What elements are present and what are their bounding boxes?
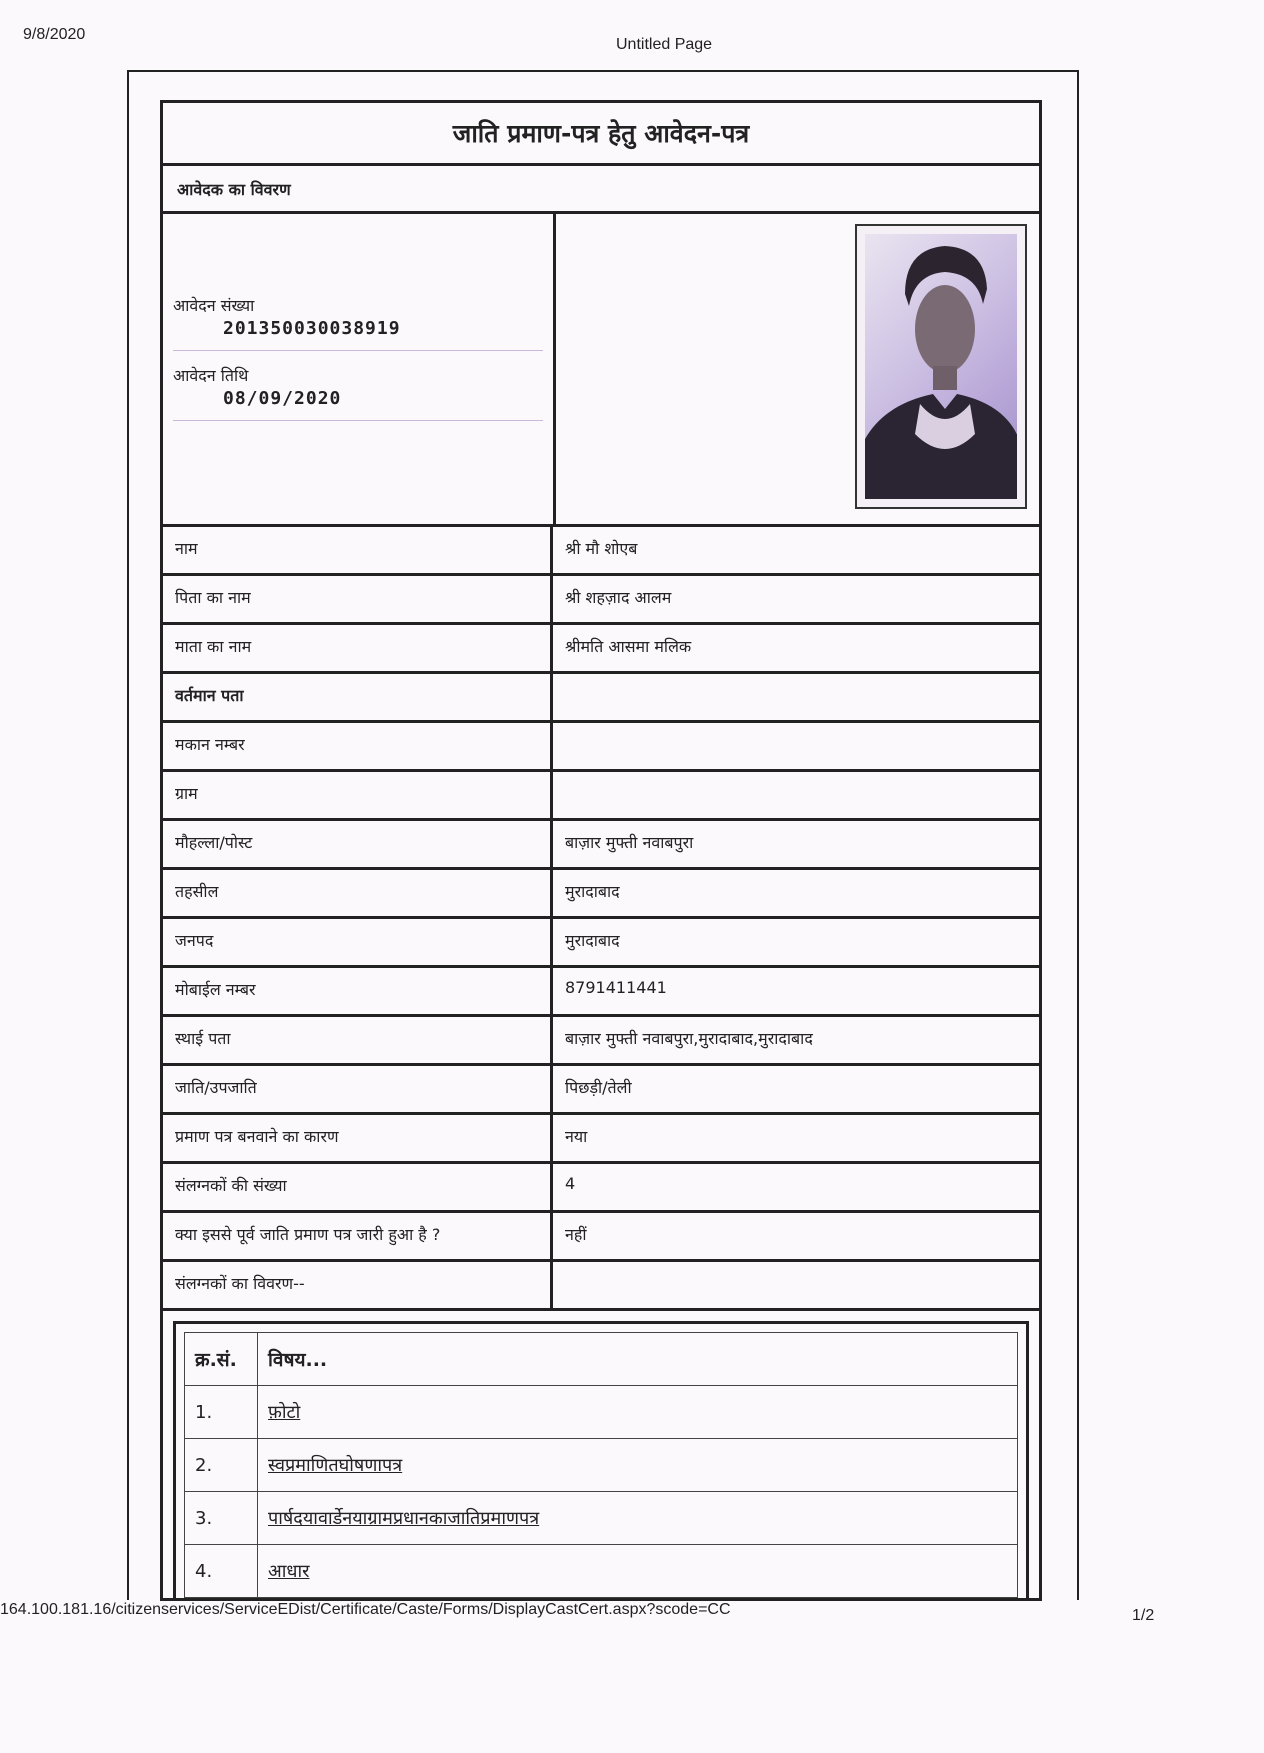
field-value: मुरादाबाद [565,882,620,901]
form-row [163,1115,1039,1164]
field-value: मुरादाबाद [565,931,620,950]
field-value: 8791411441 [565,978,667,997]
field-label: तहसील [163,870,553,916]
form-row [163,527,1039,576]
attachments-section [173,1321,1029,1598]
application-date-label: आवेदन तिथि [173,366,249,385]
application-meta [163,214,556,524]
print-date: 9/8/2020 [23,26,86,43]
field-value: श्रीमति आसमा मलिक [565,637,692,656]
field-value: बाज़ार मुफ्ती नवाबपुरा,मुरादाबाद,मुरादाबाद [565,1029,813,1048]
table-row [185,1386,1018,1439]
form-title: जाति प्रमाण-पत्र हेतु आवेदन-पत्र [163,103,1039,166]
field-value [553,772,1039,818]
attachment-number: 4. [185,1545,258,1598]
print-page-number: 1/2 [1132,1607,1155,1624]
form-row [163,1066,1039,1115]
field-label: प्रमाण पत्र बनवाने का कारण [163,1115,553,1161]
field-value: 4 [565,1174,576,1193]
field-value [553,674,1039,720]
field-value: पिछड़ी/तेली [565,1078,632,1097]
field-value: श्री मौ शोएब [565,539,638,558]
table-row [185,1439,1018,1492]
print-url: 164.100.181.16/citizenservices/ServiceEDist/Certificate/Caste/Forms/DisplayCastCert.aspx?scode=CC [0,1601,731,1618]
table-row [185,1545,1018,1598]
field-label: माता का नाम [163,625,553,671]
field-label: मोबाईल नम्बर [163,968,553,1014]
form-row [163,723,1039,772]
section-heading: आवेदक का विवरण [163,166,1039,214]
field-value: नया [565,1127,588,1146]
form-row [163,1262,1039,1311]
table-row [185,1492,1018,1545]
divider [173,350,543,351]
field-label: क्या इससे पूर्व जाति प्रमाण पत्र जारी हुआ है ? [163,1213,553,1259]
form-row [163,625,1039,674]
attachments-table [184,1332,1018,1598]
attachment-number: 1. [185,1386,258,1439]
applicant-photo-frame [855,224,1027,509]
form-row [163,576,1039,625]
field-label: जाति/उपजाति [163,1066,553,1112]
attachment-subject-cell [258,1492,1018,1545]
form-row [163,968,1039,1017]
application-date-value: 08/09/2020 [223,388,342,409]
field-value [553,1262,1039,1308]
application-no-label: आवेदन संख्या [173,296,255,315]
field-label: ग्राम [163,772,553,818]
field-label: मकान नम्बर [163,723,553,769]
field-value: बाज़ार मुफ्ती नवाबपुरा [565,833,694,852]
attachment-link[interactable]: आधार [268,1561,310,1582]
field-label: जनपद [163,919,553,965]
divider [173,420,543,421]
person-silhouette-icon [865,234,1017,499]
field-label: वर्तमान पता [163,674,553,720]
attachment-subject-cell [258,1439,1018,1492]
field-value: श्री शहज़ाद आलम [565,588,672,607]
attachment-subject-cell [258,1386,1018,1439]
field-label: स्थाई पता [163,1017,553,1063]
field-label: संलग्नकों की संख्या [163,1164,553,1210]
attachment-link[interactable]: स्वप्रमाणितघोषणापत्र [268,1455,403,1476]
applicant-details [163,527,1039,1311]
applicant-photo [865,234,1017,499]
form-row [163,919,1039,968]
column-header-no: क्र.सं. [185,1333,258,1386]
form-row [163,821,1039,870]
field-label: मौहल्ला/पोस्ट [163,821,553,867]
column-header-subject: विषय... [258,1333,1018,1386]
attachment-link[interactable]: फ़ोटो [268,1402,301,1423]
field-label: नाम [163,527,553,573]
form-row [163,1164,1039,1213]
attachment-link[interactable]: पार्षदयावार्डेनयाग्रामप्रधानकाजातिप्रमाणपत्र [268,1508,540,1529]
application-no-value: 201350030038919 [223,318,401,339]
application-meta-block [163,214,1039,527]
attachment-number: 3. [185,1492,258,1545]
field-label: पिता का नाम [163,576,553,622]
attachment-subject-cell [258,1545,1018,1598]
print-page-title: Untitled Page [616,36,713,53]
application-form [160,100,1042,1601]
form-row [163,674,1039,723]
form-row [163,870,1039,919]
attachment-number: 2. [185,1439,258,1492]
form-row [163,772,1039,821]
table-header-row [185,1333,1018,1386]
field-value: नहीं [565,1225,587,1244]
form-row [163,1213,1039,1262]
field-label: संलग्नकों का विवरण-- [163,1262,553,1308]
form-row [163,1017,1039,1066]
field-value [553,723,1039,769]
